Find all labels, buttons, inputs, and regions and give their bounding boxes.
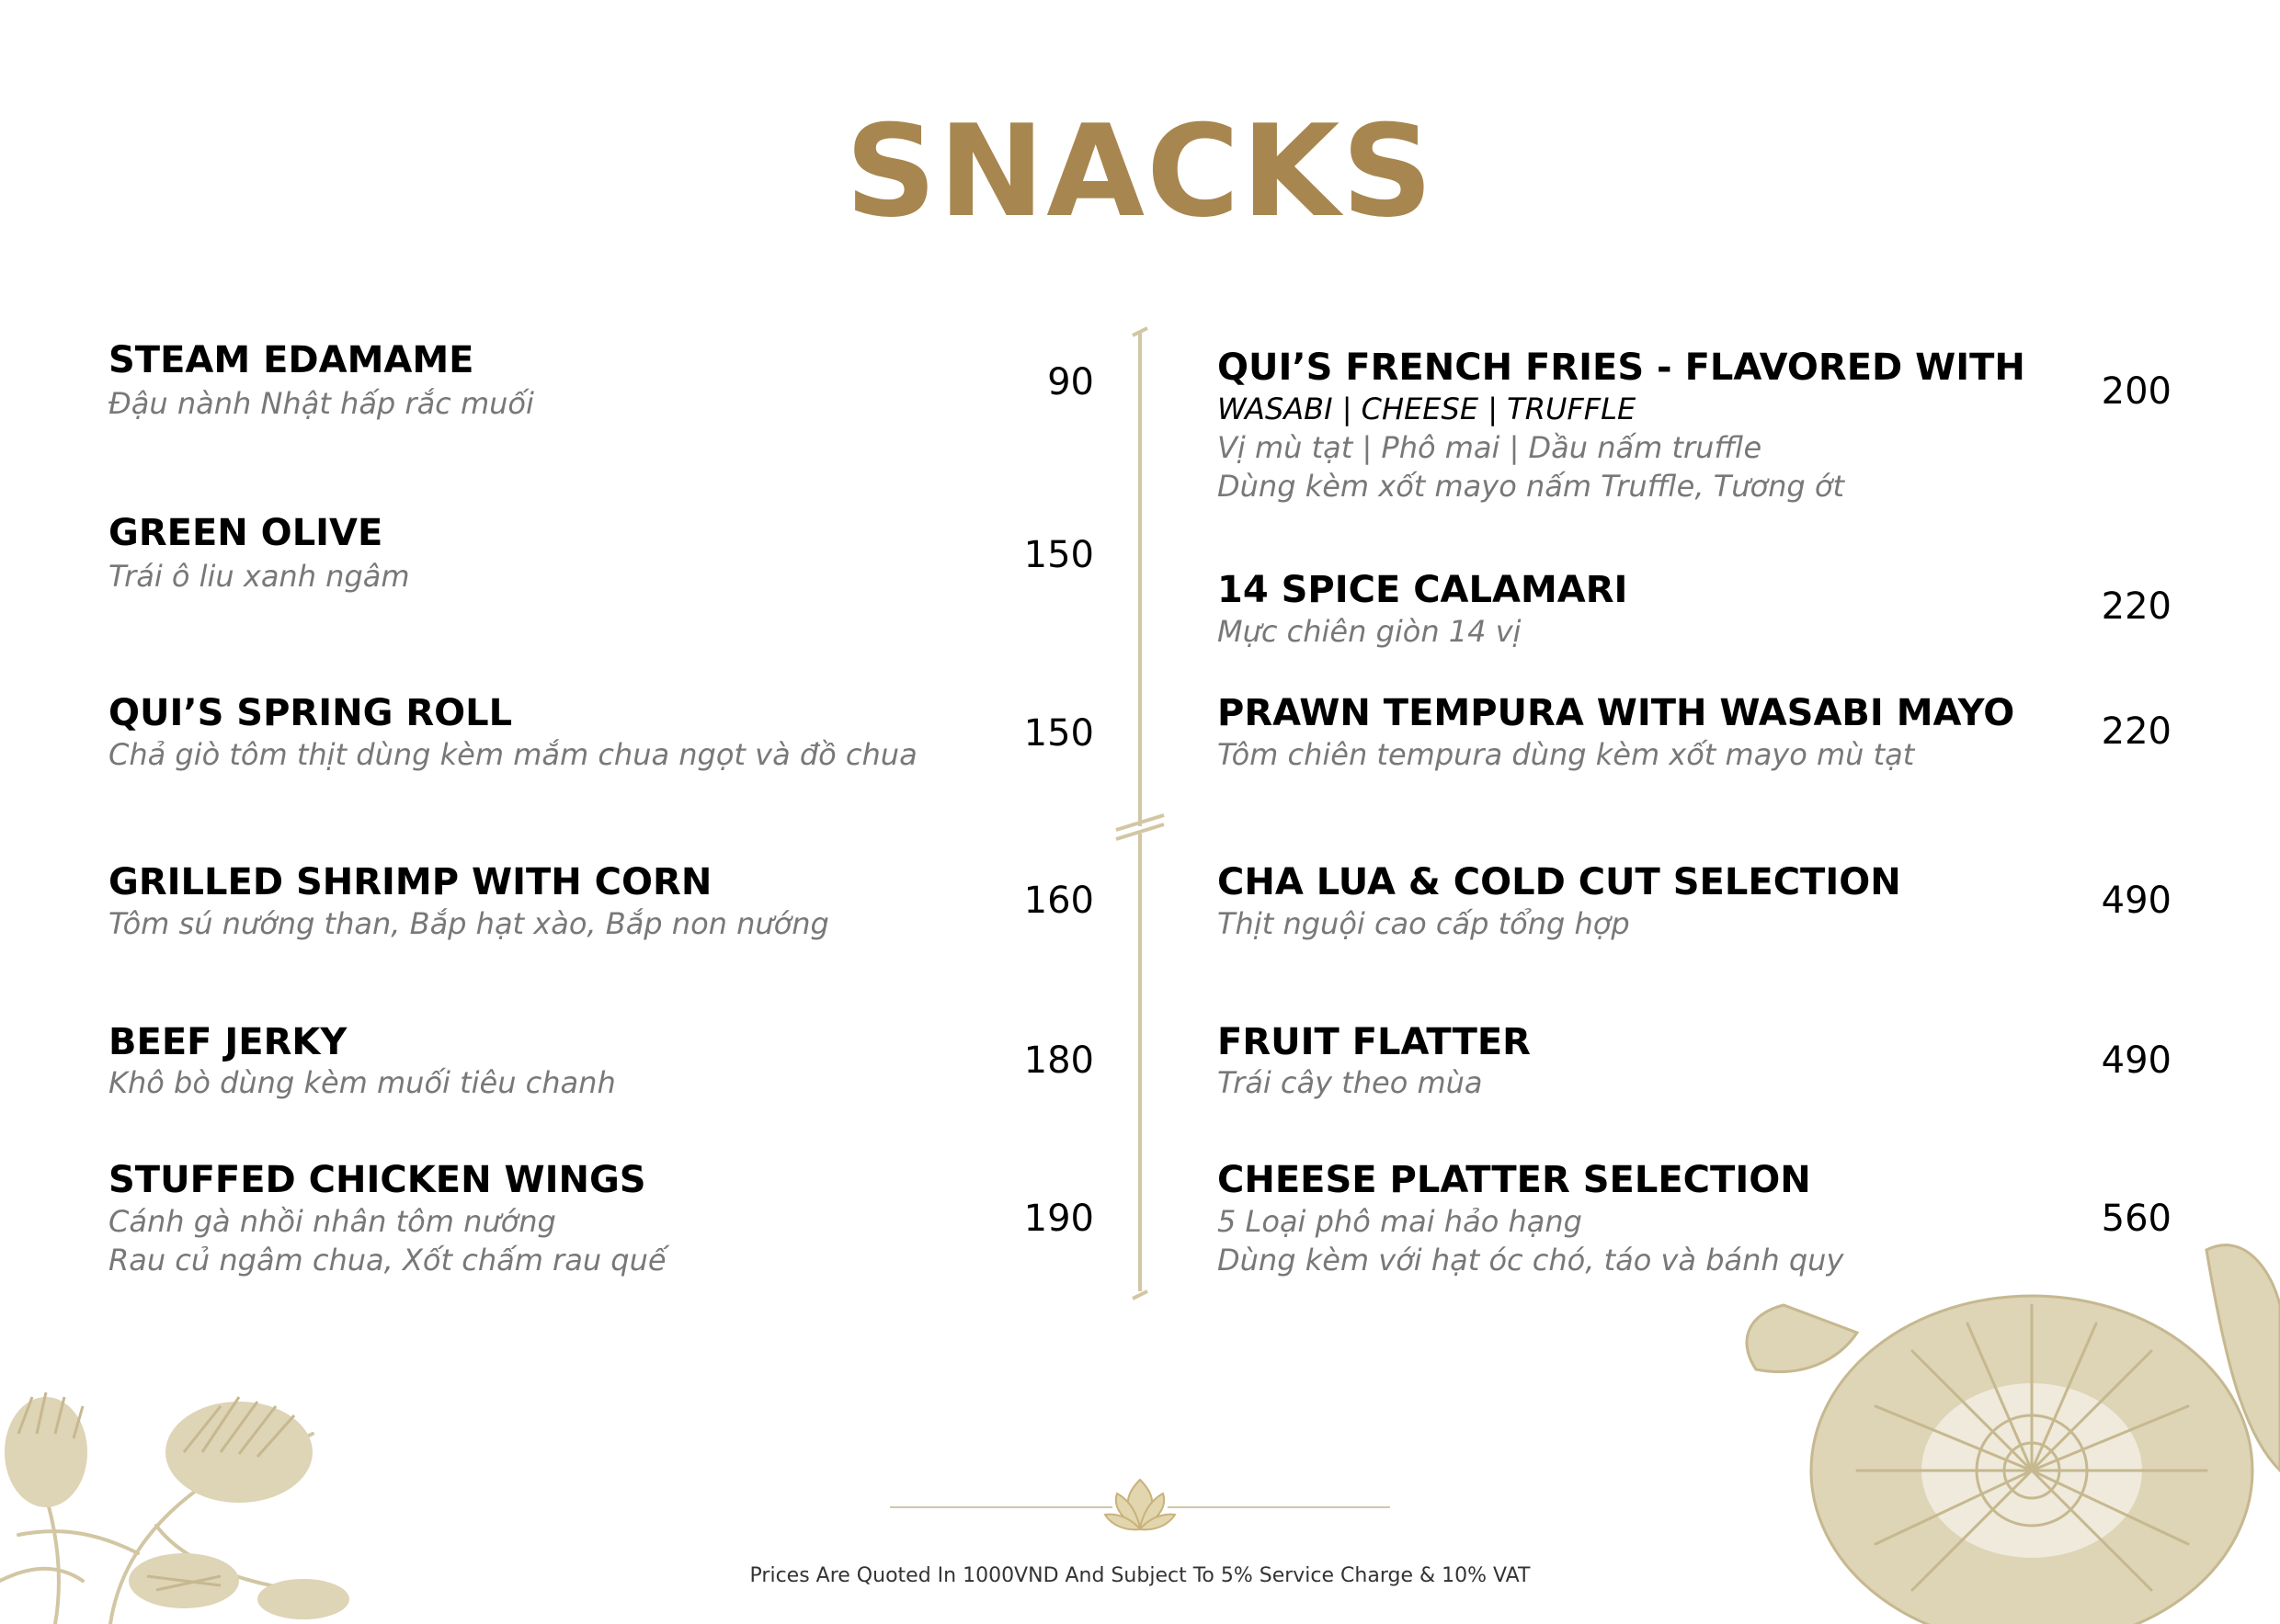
item-name: GREEN OLIVE [108,512,383,554]
item-price: 490 [2101,880,2172,922]
item-price: 200 [2101,370,2172,413]
item-description: Dùng kèm với hạt óc chó, táo và bánh quy [1217,1243,1844,1278]
item-description: Tôm chiên tempura dùng kèm xốt mayo mù tạt [1217,737,1915,772]
item-name: PRAWN TEMPURA WITH WASABI MAYO [1217,692,2015,734]
item-name: STUFFED CHICKEN WINGS [108,1159,646,1201]
item-name: QUI’S FRENCH FRIES - FLAVORED WITH [1217,346,2025,389]
item-price: 90 [1047,361,1094,403]
item-price: 150 [1023,712,1094,755]
item-description: Khô bò dùng kèm muối tiêu chanh [108,1065,616,1100]
item-name: FRUIT FLATTER [1217,1021,1531,1063]
item-price: 220 [2101,710,2172,753]
item-name: CHEESE PLATTER SELECTION [1217,1159,1811,1201]
item-price: 560 [2101,1198,2172,1240]
menu-title: SNACKS [845,97,1435,245]
item-price: 160 [1023,880,1094,922]
lotus-ornament-icon [883,1471,1397,1544]
item-description: Vị mù tạt | Phô mai | Dầu nấm truffle [1217,430,1762,465]
item-price: 190 [1023,1198,1094,1240]
item-description: Cánh gà nhồi nhân tôm nướng [108,1204,556,1239]
chrysanthemum-flower-illustration-icon [1728,1195,2280,1624]
item-description: Đậu nành Nhật hấp rắc muối [108,386,534,421]
vertical-gold-divider-icon [1103,326,1177,1300]
item-name: GRILLED SHRIMP WITH CORN [108,861,712,903]
item-name: 14 SPICE CALAMARI [1217,569,1628,611]
item-description: Dùng kèm xốt mayo nấm Truffle, Tương ớt [1217,469,1844,504]
item-price: 220 [2101,585,2172,628]
item-price: 150 [1023,534,1094,576]
item-description: Trái cây theo mùa [1217,1065,1483,1100]
item-name: BEEF JERKY [108,1021,348,1063]
item-description: Mực chiên giòn 14 vị [1217,614,1522,649]
item-description: Chả giò tôm thịt dùng kèm mắm chua ngọt và đồ chua [108,737,918,772]
item-description: Rau củ ngâm chua, Xốt chấm rau quế [108,1243,667,1278]
item-description: 5 Loại phô mai hảo hạng [1217,1204,1582,1239]
item-description: Thịt nguội cao cấp tổng hợp [1217,906,1630,941]
item-name: QUI’S SPRING ROLL [108,692,513,734]
item-description: Tôm sú nướng than, Bắp hạt xào, Bắp non nướng [108,906,829,941]
footer-note: Prices Are Quoted In 1000VND And Subject To 5% Service Charge & 10% VAT [749,1564,1531,1587]
item-name: CHA LUA & COLD CUT SELECTION [1217,861,1901,903]
item-price: 490 [2101,1039,2172,1082]
item-name: STEAM EDAMAME [108,339,474,381]
item-subtitle: WASABI | CHEESE | TRUFFLE [1217,392,1636,426]
item-price: 180 [1023,1039,1094,1082]
item-description: Trái ô liu xanh ngâm [108,559,410,594]
